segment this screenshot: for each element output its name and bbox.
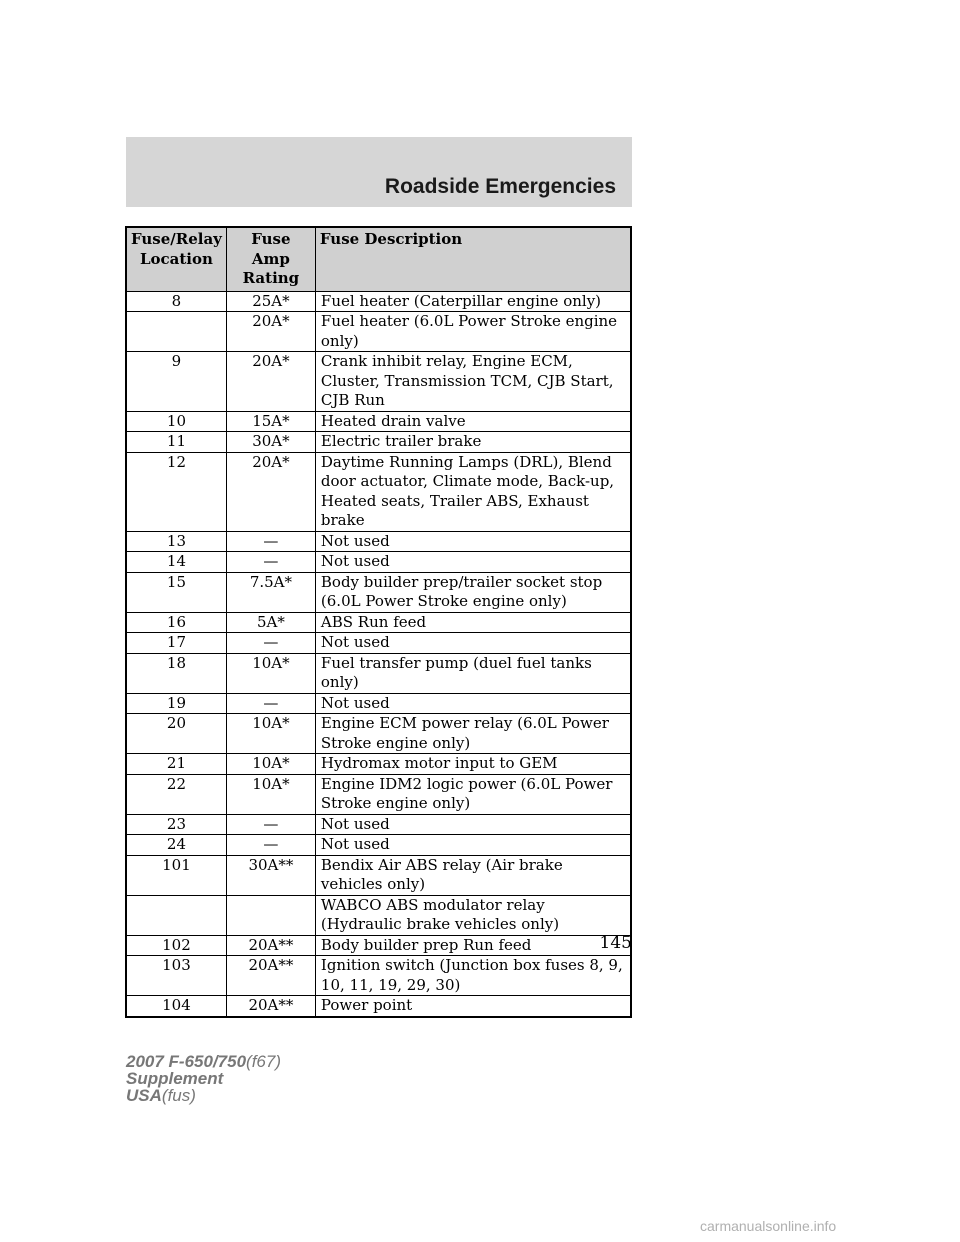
cell-amp: — — [226, 814, 315, 835]
cell-amp: 5A* — [226, 612, 315, 633]
section-title: Roadside Emergencies — [384, 175, 616, 198]
footer-book-line — [126, 1070, 281, 1087]
fuse-table — [125, 226, 632, 1018]
cell-location: 23 — [126, 814, 226, 835]
cell-description: Fuel heater (Caterpillar engine only) — [315, 291, 631, 312]
cell-amp: 7.5A* — [226, 572, 315, 612]
cell-location — [126, 895, 226, 935]
table-row — [126, 996, 631, 1017]
cell-amp: — — [226, 552, 315, 573]
footer-model-code: (f67) — [246, 1052, 282, 1071]
table-row — [126, 312, 631, 352]
cell-description: Not used — [315, 814, 631, 835]
table-row — [126, 291, 631, 312]
cell-description: Ignition switch (Junction box fuses 8, 9, 10, 11, 19, 29, 30) — [315, 956, 631, 996]
table-row — [126, 352, 631, 412]
cell-description: Body builder prep Run feed — [315, 935, 631, 956]
cell-description: Not used — [315, 693, 631, 714]
cell-amp: 20A** — [226, 935, 315, 956]
cell-description: Not used — [315, 531, 631, 552]
cell-amp: 20A* — [226, 312, 315, 352]
footer — [126, 1053, 281, 1104]
cell-amp: 20A** — [226, 956, 315, 996]
cell-location: 22 — [126, 774, 226, 814]
cell-description: Heated drain valve — [315, 411, 631, 432]
footer-market-line — [126, 1087, 281, 1104]
page-number: 145 — [599, 933, 632, 953]
cell-description: Electric trailer brake — [315, 432, 631, 453]
table-row — [126, 552, 631, 573]
cell-location: 103 — [126, 956, 226, 996]
cell-amp: 10A* — [226, 754, 315, 775]
table-row — [126, 855, 631, 895]
cell-amp — [226, 895, 315, 935]
table-row — [126, 935, 631, 956]
cell-description: Crank inhibit relay, Engine ECM, Cluster, Transmission TCM, CJB Start, CJB Run — [315, 352, 631, 412]
table-row — [126, 633, 631, 654]
cell-location: 15 — [126, 572, 226, 612]
cell-amp: 15A* — [226, 411, 315, 432]
cell-description: Hydromax motor input to GEM — [315, 754, 631, 775]
cell-location: 16 — [126, 612, 226, 633]
cell-description: Engine IDM2 logic power (6.0L Power Stroke engine only) — [315, 774, 631, 814]
table-row — [126, 572, 631, 612]
cell-amp: — — [226, 835, 315, 856]
table-row — [126, 895, 631, 935]
cell-location: 8 — [126, 291, 226, 312]
cell-description: Not used — [315, 552, 631, 573]
cell-location: 14 — [126, 552, 226, 573]
cell-description: Fuel heater (6.0L Power Stroke engine only) — [315, 312, 631, 352]
cell-description: Power point — [315, 996, 631, 1017]
header-band — [126, 137, 632, 207]
footer-market-code: (fus) — [161, 1086, 196, 1105]
table-row — [126, 531, 631, 552]
cell-location: 13 — [126, 531, 226, 552]
cell-amp: 20A* — [226, 352, 315, 412]
column-header-description: Fuse Description — [315, 227, 631, 291]
cell-location: 9 — [126, 352, 226, 412]
footer-model: 2007 F-650/750 — [126, 1052, 247, 1071]
cell-location: 101 — [126, 855, 226, 895]
cell-amp: — — [226, 633, 315, 654]
cell-description: Not used — [315, 633, 631, 654]
table-row — [126, 432, 631, 453]
cell-location: 12 — [126, 452, 226, 531]
table-row — [126, 693, 631, 714]
footer-model-line — [126, 1053, 281, 1070]
cell-amp: 10A* — [226, 714, 315, 754]
table-row — [126, 754, 631, 775]
cell-description: ABS Run feed — [315, 612, 631, 633]
cell-amp: — — [226, 693, 315, 714]
cell-location: 102 — [126, 935, 226, 956]
cell-description: Daytime Running Lamps (DRL), Blend door actuator, Climate mode, Back-up, Heated seats, Trailer ABS, Exhaust brake — [315, 452, 631, 531]
cell-location: 24 — [126, 835, 226, 856]
cell-location — [126, 312, 226, 352]
cell-amp: 20A** — [226, 996, 315, 1017]
cell-amp: 30A* — [226, 432, 315, 453]
table-row — [126, 612, 631, 633]
column-header-amp-rating: Fuse Amp Rating — [226, 227, 315, 291]
cell-description: Engine ECM power relay (6.0L Power Stroke engine only) — [315, 714, 631, 754]
cell-description: Not used — [315, 835, 631, 856]
cell-location: 17 — [126, 633, 226, 654]
cell-location: 104 — [126, 996, 226, 1017]
table-row — [126, 653, 631, 693]
cell-location: 11 — [126, 432, 226, 453]
column-header-location: Fuse/Relay Location — [126, 227, 226, 291]
cell-description: Fuel transfer pump (duel fuel tanks only) — [315, 653, 631, 693]
table-row — [126, 452, 631, 531]
footer-market: USA — [126, 1086, 162, 1105]
cell-description: Body builder prep/trailer socket stop (6.0L Power Stroke engine only) — [315, 572, 631, 612]
table-row — [126, 714, 631, 754]
cell-location: 21 — [126, 754, 226, 775]
cell-location: 20 — [126, 714, 226, 754]
table-row — [126, 956, 631, 996]
table-row — [126, 835, 631, 856]
cell-amp: 10A* — [226, 653, 315, 693]
table-row — [126, 411, 631, 432]
cell-location: 18 — [126, 653, 226, 693]
table-row — [126, 814, 631, 835]
cell-amp: — — [226, 531, 315, 552]
cell-description: Bendix Air ABS relay (Air brake vehicles only) — [315, 855, 631, 895]
footer-book: Supplement — [126, 1069, 224, 1088]
cell-amp: 20A* — [226, 452, 315, 531]
cell-amp: 25A* — [226, 291, 315, 312]
table-header-row — [126, 227, 631, 291]
cell-location: 19 — [126, 693, 226, 714]
table-row — [126, 774, 631, 814]
cell-description: WABCO ABS modulator relay (Hydraulic brake vehicles only) — [315, 895, 631, 935]
cell-amp: 30A** — [226, 855, 315, 895]
cell-location: 10 — [126, 411, 226, 432]
watermark: carmanualsonline.info — [700, 1218, 837, 1234]
cell-amp: 10A* — [226, 774, 315, 814]
